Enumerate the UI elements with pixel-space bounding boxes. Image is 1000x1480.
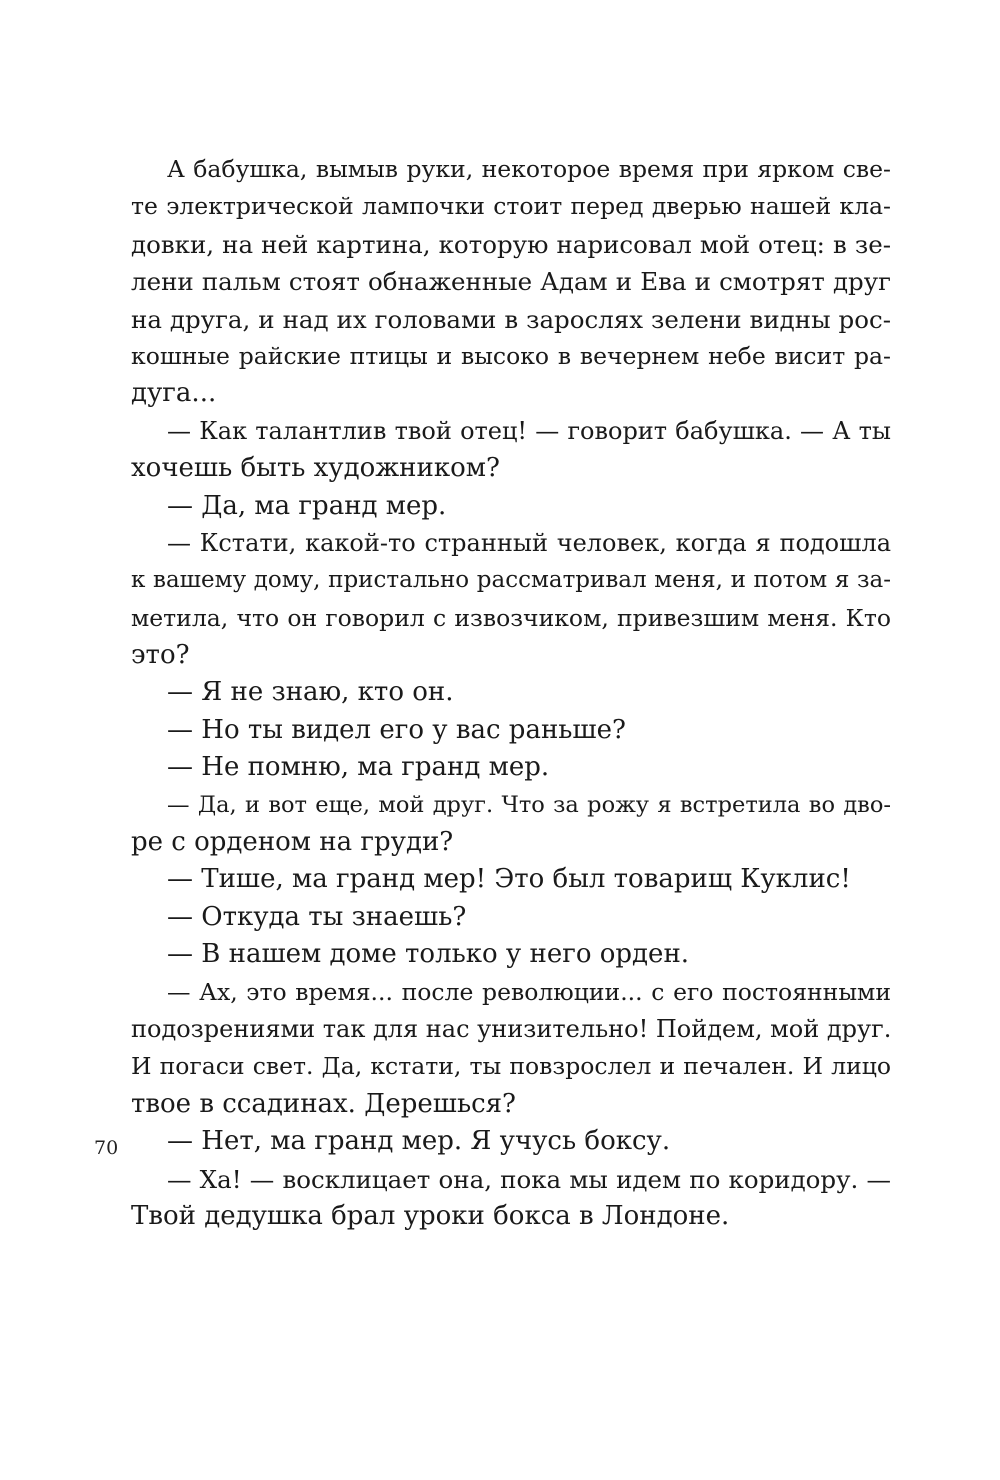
text-line: на друга, и над их головами в зарослях зелени видны рос- [131, 304, 891, 334]
text-line: лени пальм стоят обнаженные Адам и Ева и смотрят друг [131, 267, 891, 297]
text-line: — Откуда ты знаешь? [167, 901, 467, 932]
text-line: Твой дедушка брал уроки бокса в Лондоне. [131, 1200, 730, 1231]
text-line: — Ах, это время... после революции... с его постоянными [167, 977, 891, 1006]
text-line: те электрической лампочки стоит перед дверью нашей кла- [131, 192, 891, 221]
text-line: — Как талантлив твой отец! — говорит бабушка. — А ты [167, 416, 891, 445]
text-line: это? [131, 640, 190, 671]
text-line: — Нет, ма гранд мер. Я учусь боксу. [167, 1126, 671, 1157]
body-text [131, 151, 891, 1235]
text-line: — Ха! — восклицает она, пока мы идем по коридору. — [167, 1164, 891, 1194]
page-number: 70 [94, 1137, 119, 1159]
text-line: — Тише, ма гранд мер! Это был товарищ Куклис! [167, 864, 851, 895]
text-line: твое в ссадинах. Дерешься? [131, 1088, 516, 1119]
text-line: дуга... [131, 378, 217, 409]
text-line: — Но ты видел его у вас раньше? [167, 714, 626, 745]
text-line: И погаси свет. Да, кстати, ты повзрослел и печален. И лицо [131, 1052, 891, 1081]
text-line: метила, что он говорил с извозчиком, привезшим меня. Кто [131, 603, 891, 632]
text-line: довки, на ней картина, которую нарисовал мой отец: в зе- [131, 229, 891, 259]
text-line: — В нашем доме только у него орден. [167, 939, 690, 970]
text-line: подозрениями так для нас унизительно! Пойдем, мой друг. [131, 1014, 892, 1043]
text-line: — Да, ма гранд мер. [167, 490, 447, 521]
text-line: — Кстати, какой-то странный человек, когда я подошла [167, 528, 891, 557]
text-line: к вашему дому, пристально рассматривал меня, и потом я за- [131, 567, 891, 594]
text-line: ре с орденом на груди? [131, 827, 454, 858]
text-line: хочешь быть художником? [131, 453, 500, 484]
text-line: кошные райские птицы и высоко в вечернем небе висит ра- [131, 341, 891, 370]
text-line: — Не помню, ма гранд мер. [167, 752, 550, 783]
text-line: — Да, и вот еще, мой друг. Что за рожу я встретила во дво- [167, 791, 891, 818]
text-line: — Я не знаю, кто он. [167, 677, 454, 708]
text-line: А бабушка, вымыв руки, некоторое время при ярком све- [167, 155, 891, 183]
